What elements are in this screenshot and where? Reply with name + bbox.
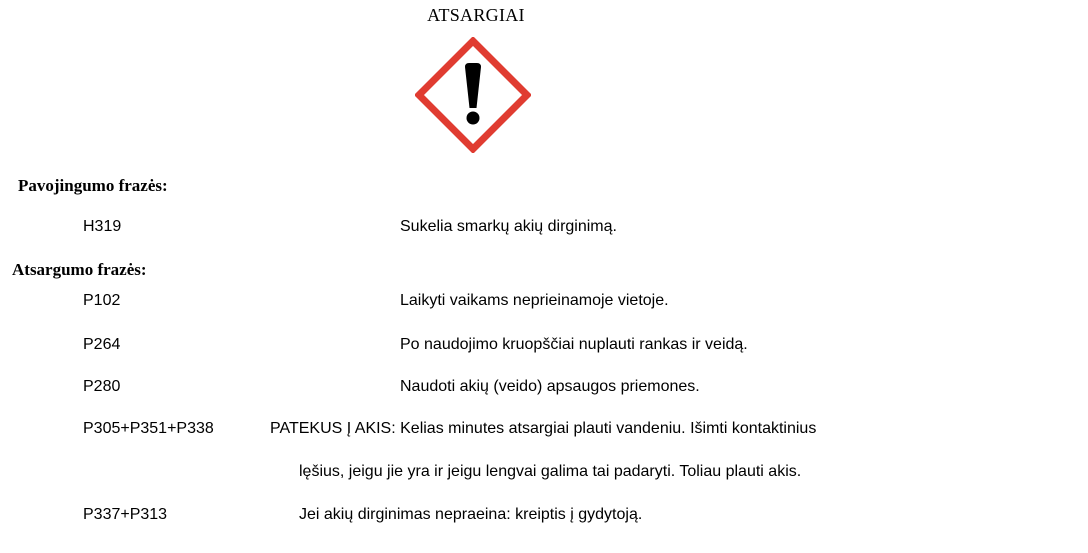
precaution-code-p337-p313: P337+P313 xyxy=(83,506,168,523)
hazard-text-h319: Sukelia smarkų akių dirginimą. xyxy=(400,218,617,235)
precaution-text-p305-p351-p338-continued: lęšius, jeigu jie yra ir jeigu lengvai galima tai padaryti. Toliau plauti akis. xyxy=(299,463,802,480)
precaution-text-p280: Naudoti akių (veido) apsaugos priemones. xyxy=(400,378,700,395)
precaution-code-p264: P264 xyxy=(83,336,121,353)
precaution-code-p102: P102 xyxy=(83,292,121,309)
hazard-code-h319: H319 xyxy=(83,218,122,235)
precaution-text-p102: Laikyti vaikams neprieinamoje vietoje. xyxy=(400,292,669,309)
precaution-code-p305-p351-p338: P305+P351+P338 xyxy=(83,420,214,437)
ghs-exclamation-pictogram xyxy=(415,37,531,153)
hazard-heading: Pavojingumo frazės: xyxy=(18,176,168,195)
precaution-text-p305-p351-p338: PATEKUS Į AKIS: Kelias minutes atsargiai plauti vandeniu. Išimti kontaktinius xyxy=(270,420,817,437)
precaution-code-p280: P280 xyxy=(83,378,121,395)
precautionary-heading: Atsargumo frazės: xyxy=(12,260,147,279)
precaution-text-p264: Po naudojimo kruopščiai nuplauti rankas ir veidą. xyxy=(400,336,748,353)
signal-word: ATSARGIAI xyxy=(427,5,525,25)
precaution-text-p337-p313: Jei akių dirginimas nepraeina: kreiptis į gydytoją. xyxy=(299,506,643,523)
